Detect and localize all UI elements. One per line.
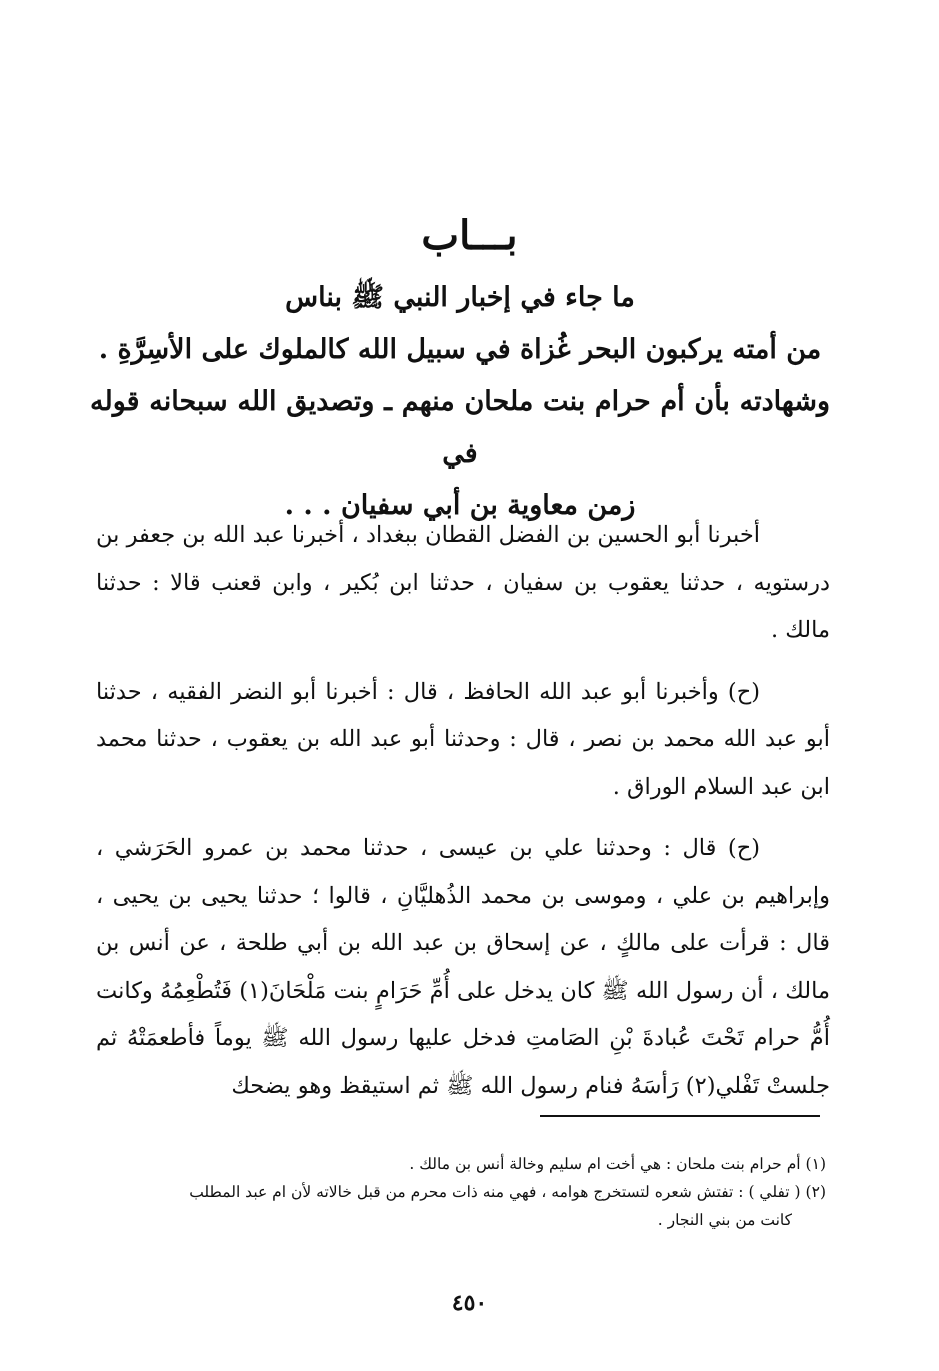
footnote [96, 1150, 826, 1178]
hadith-paragraph: (ح) وأخبرنا أبو عبد الله الحافظ ، قال : أخبرنا أبو النضر الفقيه ، حدثنا أبو عبد الله محمد بن نصر ، قال : وحدثنا أبو عبد الله بن يعقوب ، حدثنا محمد ابن عبد السلام الوراق . [96, 678, 830, 800]
chapter-title-line: ما جاء في إخبار النبي ﷺ بناس [285, 282, 635, 313]
chapter-title-line: وشهادته بأن أم حرام بنت ملحان منهم ـ وتصديق الله سبحانه قوله في [90, 386, 830, 469]
footnote-number: (٢) [805, 1183, 826, 1201]
footnote-number: (١) [805, 1155, 826, 1173]
chapter-title-line: من أمته يركبون البحر غُزاة في سبيل الله كالملوك على الأسِرَّةِ . [98, 334, 822, 365]
hadith-paragraph: أخبرنا أبو الحسين بن الفضل القطان ببغداد ، أخبرنا عبد الله بن جعفر بن درستويه ، حدثنا يعقوب بن سفيان ، حدثنا ابن بُكير ، وابن قعنب قالا : حدثنا مالك . [96, 522, 830, 643]
footnote-text: ( تفلي ) : تفتش شعره لتستخرج هوامه ، فهي منه ذات محرم من قبل خالاته لأن ام عبد المطلب [189, 1183, 801, 1201]
footnote-divider [540, 1115, 820, 1117]
footnote-text: أم حرام بنت ملحان : هي أخت ام سليم وخالة أنس بن مالك . [409, 1155, 801, 1173]
footnote-continuation: كانت من بني النجار . [657, 1211, 792, 1229]
page-number: ٤٥٠ [451, 1290, 488, 1316]
hadith-paragraph: (ح) قال : وحدثنا علي بن عيسى ، حدثنا محمد بن عمرو الحَرَشي ، وإبراهيم بن علي ، وموسى بن محمد الذُهليَّانِ ، قالوا ؛ حدثنا يحيى بن يحيى ، قال : قرأت على مالكٍ ، عن إسحاق بن عبد الله بن أبي طلحة ، عن أنس بن مالك ، أن رسول الله ﷺ كان يدخل على أُمِّ حَرَامٍ بنت مَلْحَانَ(١) فَتُطْعِمُهُ وكانت أُمُّ حرام تَحْتَ عُبادةَ بْنِ الصَامتِ فدخل عليها رسول الله ﷺ يوماً فأطعمَتْهُ ثم جلستْ تَفْلي(٢) رَأسَهُ فنام رسول الله ﷺ ثم استيقظ وهو يضحك [96, 835, 830, 1099]
chapter-title [90, 272, 830, 532]
chapter-heading: بـــاب [421, 212, 518, 259]
footnotes [96, 1150, 826, 1234]
main-text [96, 512, 830, 1124]
chapter-title-line: زمن معاوية بن أبي سفيان . . . [284, 490, 636, 521]
footnote [96, 1178, 826, 1206]
